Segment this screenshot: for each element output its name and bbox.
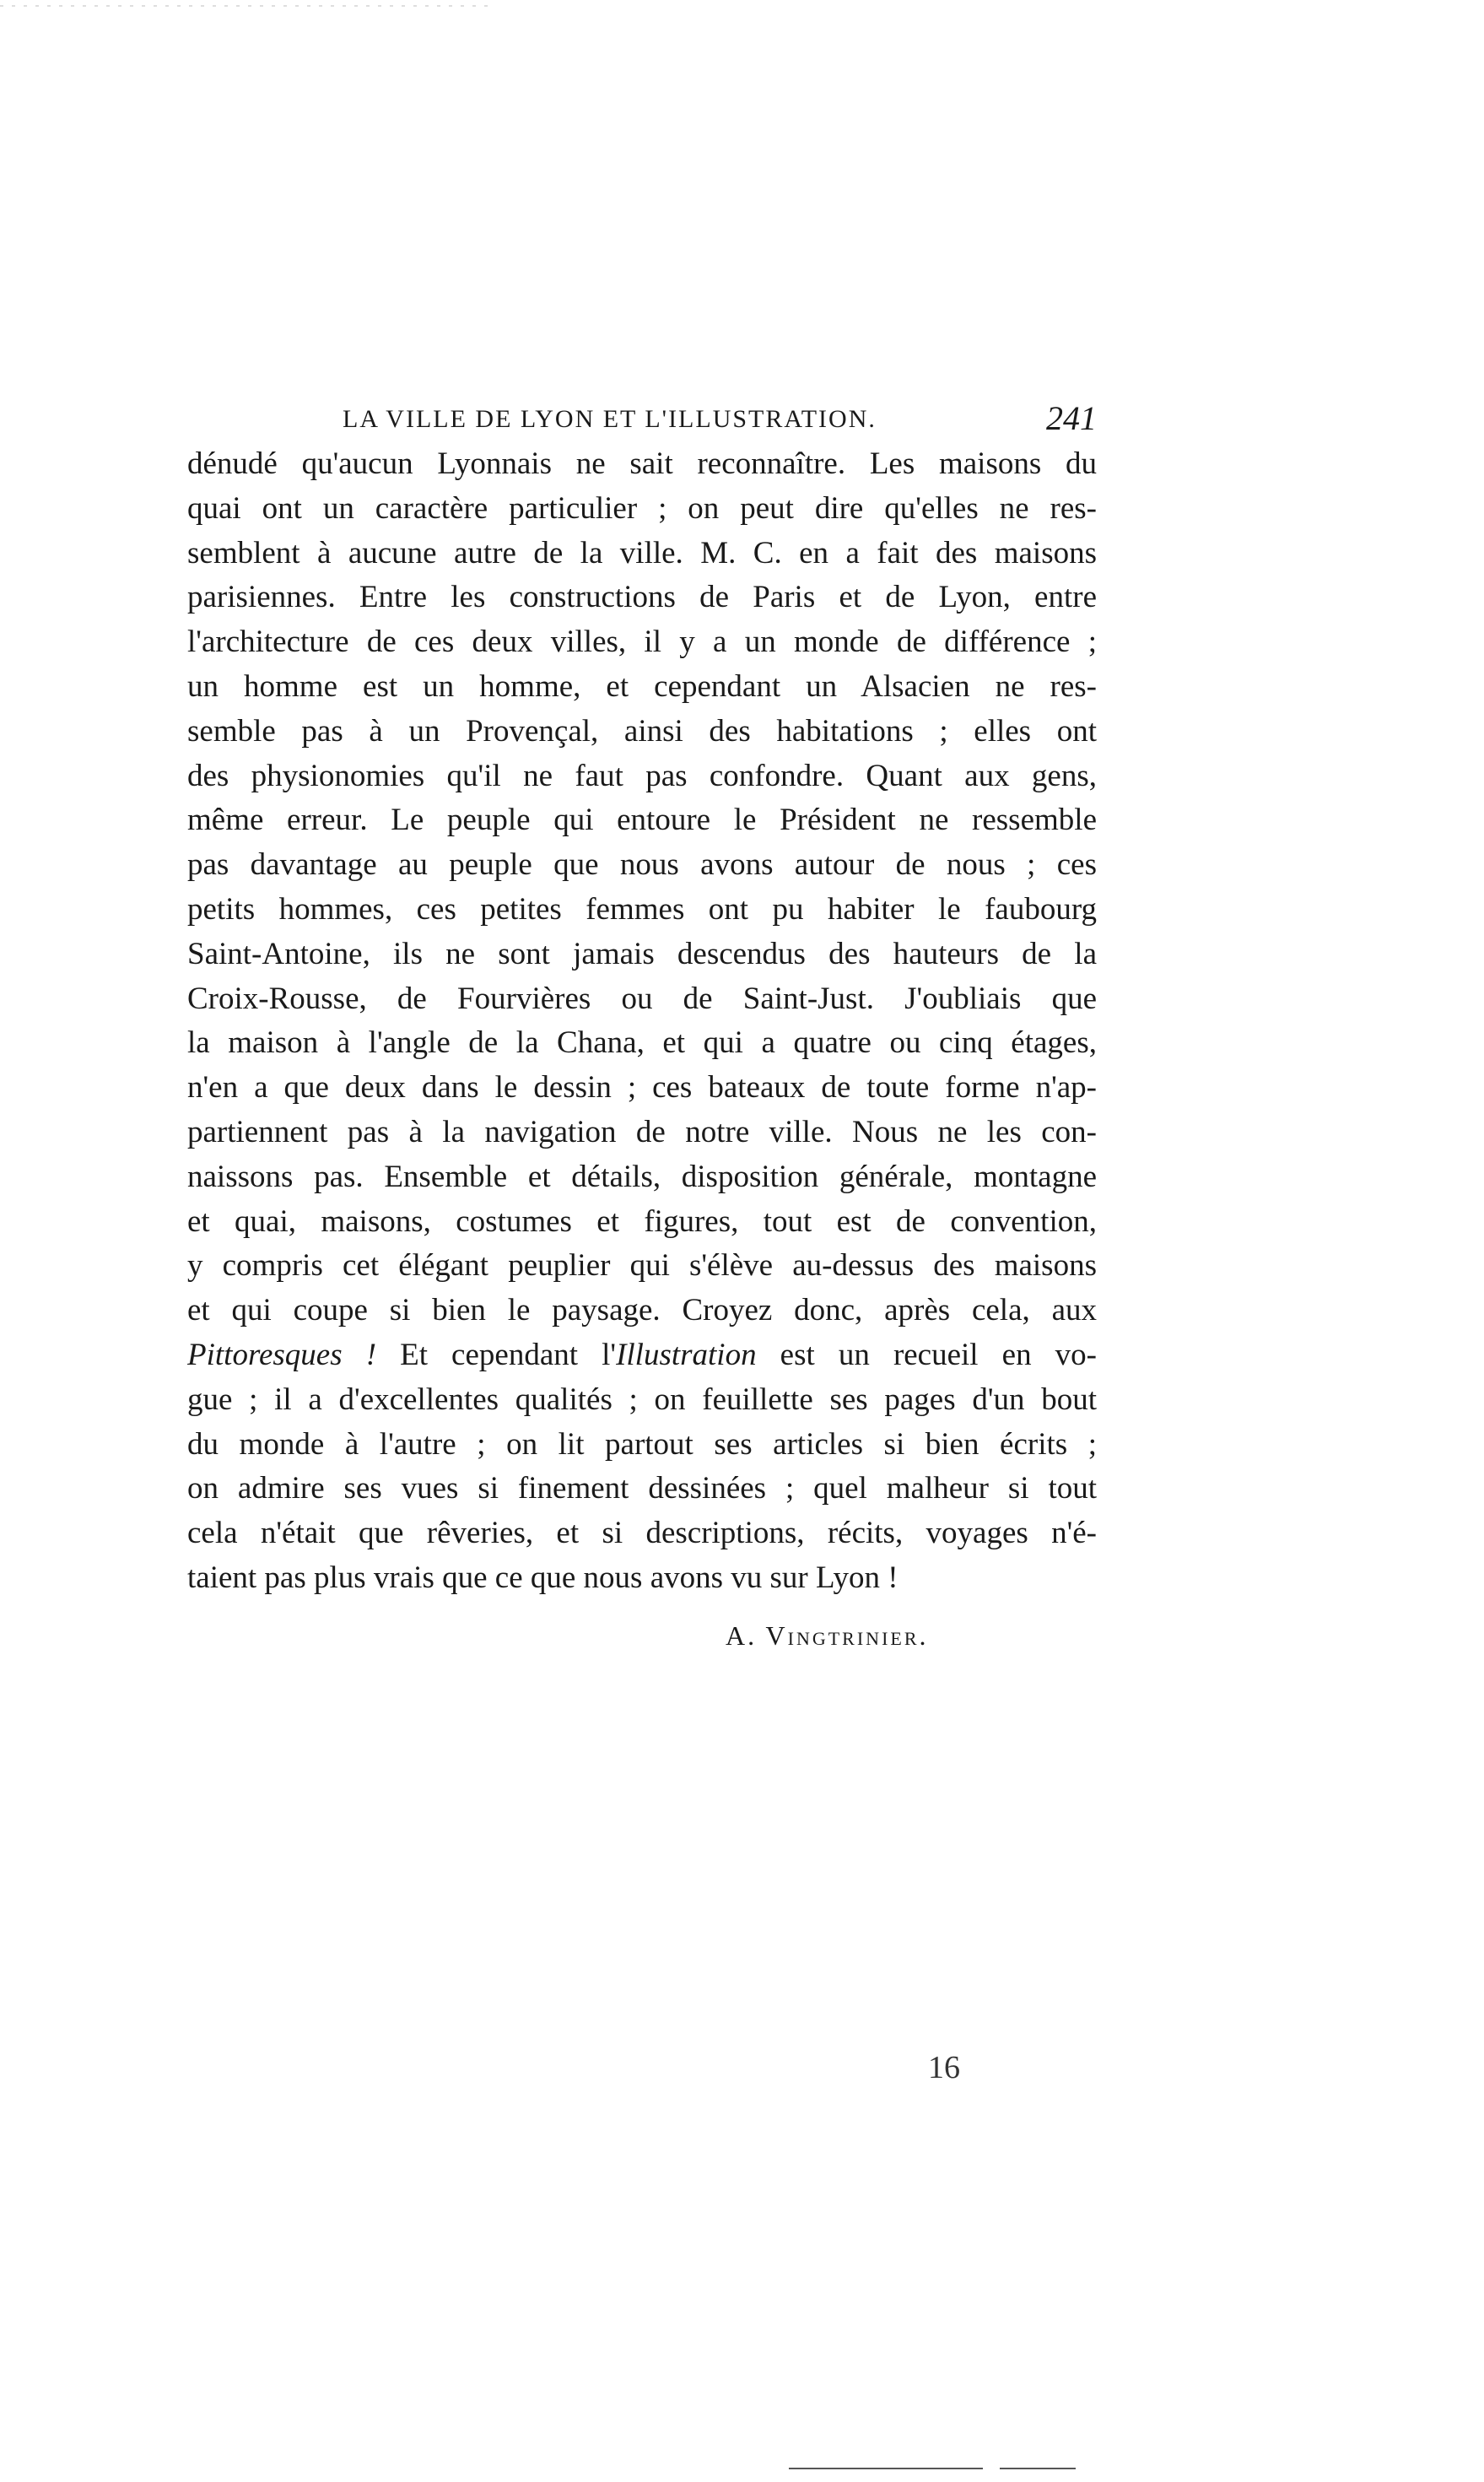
text-line: gue ; il a d'excellentes qualités ; on feuillette ses pages d'un bout xyxy=(187,1382,1097,1417)
text-line: la maison à l'angle de la Chana, et qui a quatre ou cinq étages, xyxy=(187,1025,1097,1061)
text-line: semblent à aucune autre de la ville. M. C. en a fait des maisons xyxy=(187,535,1097,570)
text-line: dénudé qu'aucun Lyonnais ne sait reconnaître. Les maisons du xyxy=(187,446,1097,481)
text-line: du monde à l'autre ; on lit partout ses articles si bien écrits ; xyxy=(187,1426,1097,1462)
text-line: des physionomies qu'il ne faut pas confondre. Quant aux gens, xyxy=(187,758,1097,793)
text-line: taient pas plus vrais que ce que nous avons vu sur Lyon ! xyxy=(187,1560,898,1595)
text-line: n'en a que deux dans le dessin ; ces bateaux de toute forme n'ap- xyxy=(187,1070,1097,1106)
text-line: et quai, maisons, costumes et figures, tout est de convention, xyxy=(187,1203,1097,1239)
text-line: même erreur. Le peuple qui entoure le Président ne ressemble xyxy=(187,803,1097,838)
text-line: quai ont un caractère particulier ; on peut dire qu'elles ne res- xyxy=(187,490,1097,526)
text-line: semble pas à un Provençal, ainsi des habitations ; elles ont xyxy=(187,713,1097,749)
text-segment: Et cependant l' xyxy=(376,1337,617,1372)
text-line-mixed xyxy=(187,1333,1097,1378)
scan-artifact xyxy=(0,5,489,7)
text-line: petits hommes, ces petites femmes ont pu habiter le faubourg xyxy=(187,891,1097,927)
running-head xyxy=(187,397,1097,447)
running-title: LA VILLE DE LYON ET L'ILLUSTRATION. xyxy=(343,405,877,433)
signature-mark: 16 xyxy=(928,2050,960,2085)
bottom-rule xyxy=(789,2468,983,2469)
bottom-rule xyxy=(1000,2468,1076,2469)
italic-title-pittoresques: Pittoresques ! xyxy=(187,1337,377,1372)
body-text xyxy=(187,442,1097,1601)
text-line: pas davantage au peuple que nous avons autour de nous ; ces xyxy=(187,847,1097,883)
text-line: et qui coupe si bien le paysage. Croyez donc, après cela, aux xyxy=(187,1293,1097,1328)
italic-title-illustration: Illustration xyxy=(616,1337,757,1372)
text-segment: est un recueil en vo- xyxy=(756,1337,1097,1372)
text-line: l'architecture de ces deux villes, il y a un monde de différence ; xyxy=(187,625,1097,660)
text-line: naissons pas. Ensemble et détails, disposition générale, montagne xyxy=(187,1159,1097,1194)
text-line: un homme est un homme, et cependant un Alsacien ne res- xyxy=(187,668,1097,704)
text-line: parisiennes. Entre les constructions de Paris et de Lyon, entre xyxy=(187,580,1097,615)
text-line: y compris cet élégant peuplier qui s'élève au-dessus des maisons xyxy=(187,1248,1097,1284)
page-number: 241 xyxy=(1046,399,1097,437)
text-line: on admire ses vues si finement dessinées ; quel malheur si tout xyxy=(187,1471,1097,1506)
text-line: cela n'était que rêveries, et si descriptions, récits, voyages n'é- xyxy=(187,1516,1097,1551)
text-line: Saint-Antoine, ils ne sont jamais descendus des hauteurs de la xyxy=(187,936,1097,971)
text-line: partiennent pas à la navigation de notre ville. Nous ne les con- xyxy=(187,1114,1097,1149)
author-signature: A. Vingtrinier. xyxy=(726,1620,929,1651)
text-line: Croix-Rousse, de Fourvières ou de Saint-Just. J'oubliais que xyxy=(187,981,1097,1016)
